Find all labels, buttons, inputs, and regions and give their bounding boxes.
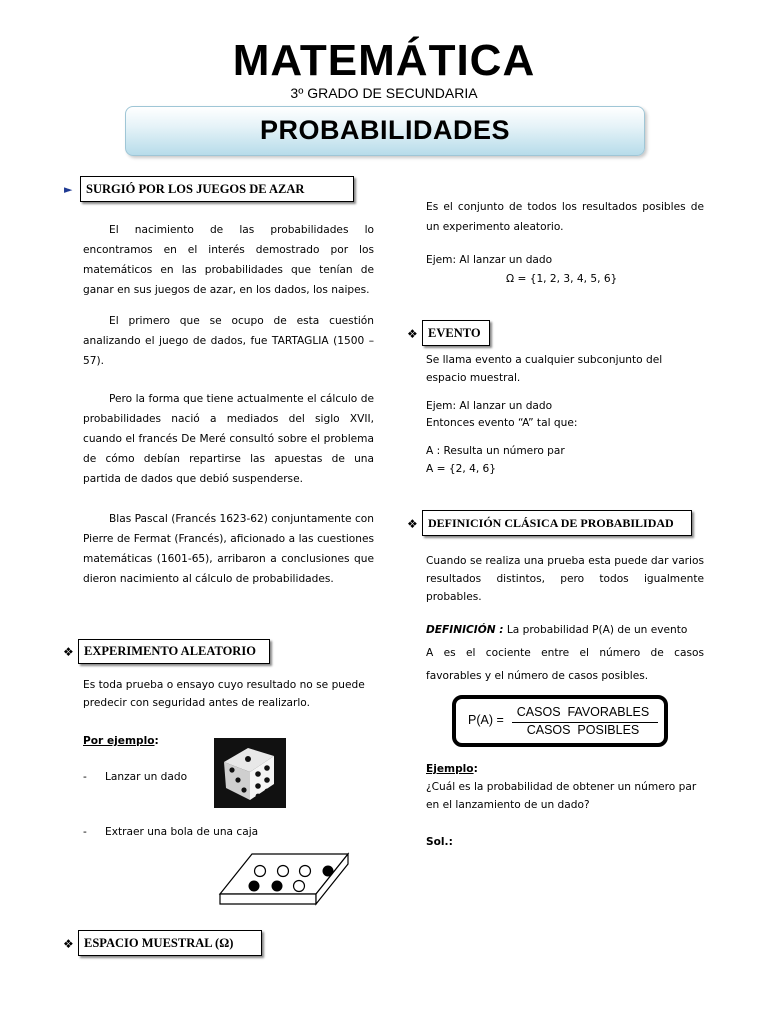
ejemplo-label: Ejemplo: xyxy=(426,763,478,775)
paragraph-4: Blas Pascal (Francés 1623-62) conjuntamente con Pierre de Fermat (Francés), aficionado a las cuestiones matemáticas (1601-65), arribaron a conclusiones que dieron nacimiento al cálculo de probabilidades. xyxy=(83,513,374,585)
section-title: DEFINICIÓN CLÁSICA DE PROBABILIDAD xyxy=(428,516,674,530)
grade-subtitle: 3º GRADO DE SECUNDARIA xyxy=(290,85,478,101)
section-title: EXPERIMENTO ALEATORIO xyxy=(84,644,256,658)
triangle-bullet-icon: ► xyxy=(64,183,73,196)
evento-example-1: Ejem: Al lanzar un dado xyxy=(426,400,553,412)
omega-set: Ω = {1, 2, 3, 4, 5, 6} xyxy=(506,273,618,285)
ejemplo-label-text: Ejemplo xyxy=(426,763,474,775)
section-header-espacio xyxy=(78,930,262,956)
experimento-text: Es toda prueba o ensayo cuyo resultado no se puede predecir con seguridad antes de realizarlo. xyxy=(83,679,365,709)
definition-line-3: favorables y el número de casos posibles. xyxy=(426,670,649,682)
formula-denominator: CASOS POSIBLES xyxy=(526,723,640,737)
section-header-experimento xyxy=(78,639,270,664)
example-label-text: Por ejemplo xyxy=(83,735,155,747)
solution-label: Sol.: xyxy=(426,836,453,848)
espacio-definition: Es el conjunto de todos los resultados posibles de un experimento aleatorio. xyxy=(426,201,704,233)
list-item-dado: Lanzar un dado xyxy=(105,771,188,783)
dice-image xyxy=(214,738,286,808)
evento-text: Se llama evento a cualquier subconjunto del espacio muestral. xyxy=(426,354,663,384)
evento-example-2: Entonces evento “A” tal que: xyxy=(426,417,578,429)
topic-banner xyxy=(125,106,645,156)
topic-title: PROBABILIDADES xyxy=(259,115,510,145)
ejemplo-question: ¿Cuál es la probabilidad de obtener un número par en el lanzamiento de un dado? xyxy=(426,781,697,811)
definition-text: La probabilidad P(A) de un evento xyxy=(506,624,688,636)
definition-line-1 xyxy=(426,619,704,641)
diamond-bullet-icon: ❖ xyxy=(407,517,418,531)
section-title: SURGIÓ POR LOS JUEGOS DE AZAR xyxy=(86,182,305,196)
example-1: Ejem: Al lanzar un dado xyxy=(426,254,553,266)
example-label: Por ejemplo: xyxy=(83,735,159,747)
main-title: MATEMÁTICA xyxy=(232,36,536,85)
paragraph-1: El nacimiento de las probabilidades lo encontramos en el interés demostrado por los matemáticos en las probabilidades que tenían de ganar en sus juegos de azar, en los dados, los naipes. xyxy=(83,224,374,296)
list-item-bola: Extraer una bola de una caja xyxy=(105,826,259,838)
definition-label: DEFINICIÓN : xyxy=(426,624,504,636)
section-header-clasica xyxy=(422,510,692,536)
definition-line-2: A es el cociente entre el número de casos xyxy=(426,647,704,659)
section-header-surgio xyxy=(80,176,354,202)
section-header-evento xyxy=(422,320,490,346)
diamond-bullet-icon: ❖ xyxy=(407,327,418,341)
paragraph-2: El primero que se ocupo de esta cuestión analizando el juego de dados, fue TARTAGLIA (1500 – 57). xyxy=(83,315,374,367)
box-with-balls-image xyxy=(218,852,350,908)
clasica-text: Cuando se realiza una prueba esta puede dar varios resultados distintos, pero todos igualmente probables. xyxy=(426,555,704,603)
formula-box xyxy=(452,695,668,747)
diamond-bullet-icon: ❖ xyxy=(63,645,74,659)
diamond-bullet-icon: ❖ xyxy=(63,937,74,951)
section-title: EVENTO xyxy=(428,326,481,340)
section-title: ESPACIO MUESTRAL (Ω) xyxy=(84,936,234,950)
paragraph-3: Pero la forma que tiene actualmente el cálculo de probabilidades nació a mediados del siglo XVII, cuando el francés De Meré consultó sobre el problema de cómo debían repartirse las apuestas de una partida de dados que debió suspenderse. xyxy=(83,393,374,485)
formula-numerator: CASOS FAVORABLES xyxy=(516,705,650,719)
evento-a-set: A = {2, 4, 6} xyxy=(426,463,497,475)
formula-lhs: P(A) = xyxy=(468,713,504,727)
list-item: - xyxy=(83,826,87,838)
list-item: - xyxy=(83,771,87,783)
evento-a-desc: A : Resulta un número par xyxy=(426,445,565,457)
